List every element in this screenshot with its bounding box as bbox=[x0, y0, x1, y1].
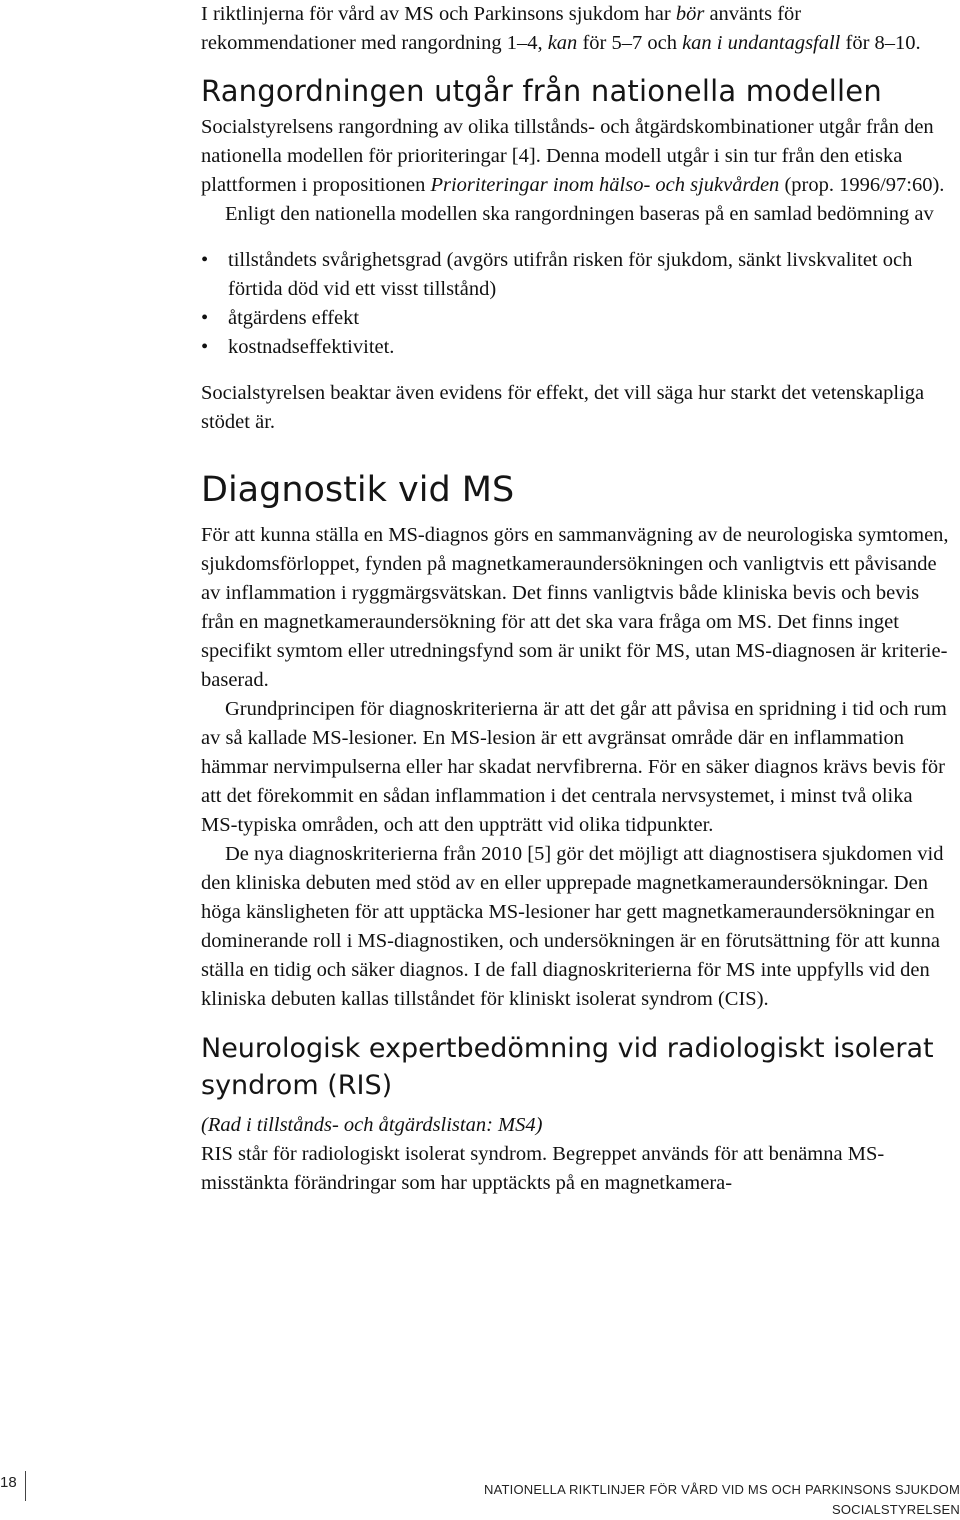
intro-text: använts för rekommendationer med rangordning 1–4, bbox=[201, 3, 802, 54]
list-item bbox=[201, 333, 953, 362]
list-item-text: tillståndets svårighetsgrad (avgörs utifrån risken för sjukdom, sänkt livskvalitet och förtida död vid ett visst tillstånd) bbox=[228, 249, 913, 300]
section1-paragraph-2: Enligt den nationella modellen ska rangordningen baseras på en samlad bedömning av bbox=[225, 203, 934, 225]
list-item bbox=[201, 304, 953, 333]
paragraph-text: Socialstyrelsens rangordning av olika tillstånds- och åtgärdskombinationer utgår från den nationella modellen för prioriteringar [4]. Denna modell utgår i sin tur från den etiska plattformen i propositionen bbox=[201, 116, 934, 196]
section3-subheading bbox=[201, 1111, 953, 1140]
list-item bbox=[201, 246, 953, 304]
intro-emphasis-kan: kan bbox=[547, 32, 578, 54]
subheading-text: (Rad i tillstånds- och åtgärdslistan: MS4) bbox=[201, 1114, 543, 1136]
footer-publisher: SOCIALSTYRELSEN bbox=[832, 1502, 960, 1517]
proposition-title: Prioriteringar inom hälso- och sjukvården bbox=[430, 174, 780, 196]
section2-paragraph-2: Grundprincipen för diagnoskriterierna är att det går att påvisa en spridning i tid och rum av så kallade MS-lesioner. En MS-lesion är ett avgränsat område där en inflammation hämmar nervimpulserna eller har skadat nervfibrerna. För en säker diagnos krävs bevis för att det förekommit en sådan inflammation i det centrala nervsystemet, i minst två olika MS-typiska områden, och att den uppträtt vid olika tidpunkter. bbox=[201, 698, 947, 836]
intro-paragraph bbox=[201, 0, 953, 58]
list-item-text: åtgärdens effekt bbox=[228, 307, 360, 329]
section1-paragraph-3: Socialstyrelsen beaktar även evidens för effekt, det vill säga hur starkt det vetenskapliga stödet är. bbox=[201, 382, 925, 433]
footer-divider bbox=[25, 1471, 26, 1501]
intro-text: I riktlinjerna för vård av MS och Parkinsons sjukdom har bbox=[201, 3, 676, 25]
page-content bbox=[201, 0, 953, 1198]
section2-paragraph-3: De nya diagnoskriterierna från 2010 [5] gör det möjligt att diagnostisera sjukdomen vid den kliniska debuten med stöd av en eller upprepade magnetkameraundersökningar. Den höga känsligheten för att upptäcka MS-lesioner har gett magnetkameraundersökningar en dominerande roll i MS-diagnostiken, och undersökningen är en förutsättning för att kunna ställa en tidig och säker diagnos. I de fall diagnoskriterierna för MS inte uppfylls vid den kliniska debuten kallas tillståndet för kliniskt isolerat syndrom (CIS). bbox=[201, 843, 944, 1010]
criteria-list bbox=[201, 246, 953, 362]
section-heading-ris: Neurologisk expertbedömning vid radiologiskt isolerat syndrom (RIS) bbox=[201, 1033, 934, 1101]
bullet-icon: • bbox=[201, 249, 209, 271]
bullet-icon: • bbox=[201, 336, 209, 358]
intro-text: för 8–10. bbox=[840, 32, 921, 54]
list-item-text: kostnadseffektivitet. bbox=[228, 336, 395, 358]
footer-title: NATIONELLA RIKTLINJER FÖR VÅRD VID MS OCH PARKINSONS SJUKDOM bbox=[484, 1482, 960, 1497]
section-heading-rangordning: Rangordningen utgår från nationella modellen bbox=[201, 74, 882, 108]
page-number: 18 bbox=[0, 1474, 17, 1491]
section3-paragraph-1: RIS står för radiologiskt isolerat syndrom. Begreppet används för att benämna MS-misstänkta förändringar som har upptäckts på en magnetkamera- bbox=[201, 1143, 885, 1194]
paragraph-text: (prop. 1996/97:60). bbox=[779, 174, 945, 196]
running-footer bbox=[484, 1480, 960, 1520]
section1-paragraph-1 bbox=[201, 113, 953, 200]
section-heading-diagnostik: Diagnostik vid MS bbox=[201, 470, 515, 510]
intro-emphasis-bor: bör bbox=[675, 3, 705, 25]
intro-emphasis-kan-undantag: kan i undantagsfall bbox=[682, 32, 841, 54]
bullet-icon: • bbox=[201, 307, 209, 329]
intro-text: för 5–7 och bbox=[577, 32, 683, 54]
section2-paragraph-1: För att kunna ställa en MS-diagnos görs en sammanvägning av de neurologiska symtomen, sjukdomsförloppet, fynden på magnetkameraundersökningen och vanligtvis ett påvisande av inflammation i ryggmärgsvätskan. Det finns vanligtvis både kliniska bevis och bevis från en magnetkameraundersökning för att det ska vara fråga om MS. Det finns inget specifikt symtom eller utredningsfynd som är unikt för MS, utan MS-diagnosen är kriteriebaserad. bbox=[201, 524, 949, 691]
